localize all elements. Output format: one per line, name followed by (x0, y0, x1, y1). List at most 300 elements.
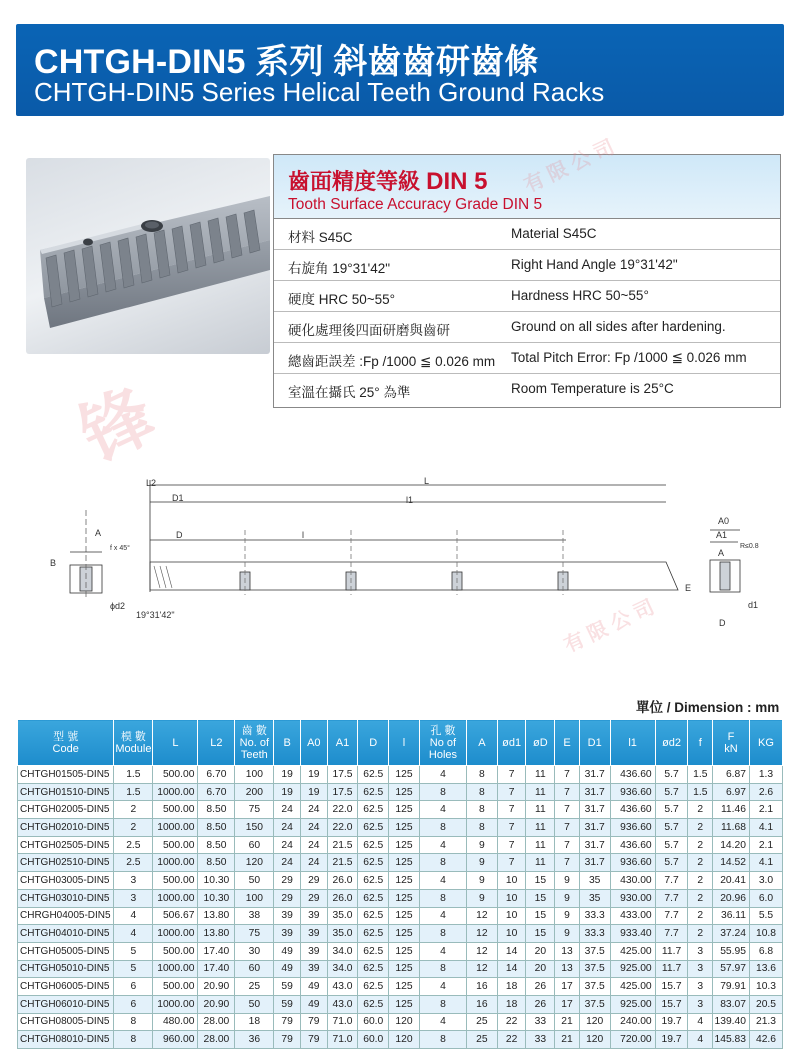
table-cell: 7.7 (655, 872, 688, 890)
table-cell: 29 (300, 872, 327, 890)
table-cell: 20.41 (713, 872, 750, 890)
column-header (555, 720, 580, 766)
table-cell: 33 (526, 1013, 555, 1031)
watermark-text: 有 限 公 司 (520, 136, 618, 198)
spec-row (274, 343, 780, 374)
table-cell: 433.00 (610, 907, 655, 925)
table-cell: 19 (274, 783, 301, 801)
table-cell: CHTGH08005-DIN5 (18, 1013, 114, 1031)
table-cell: 11 (526, 819, 555, 837)
table-cell: 2.1 (749, 836, 782, 854)
column-header-en: KG (758, 736, 774, 749)
table-cell: 11 (526, 801, 555, 819)
table-cell: 6 (114, 978, 153, 996)
table-cell: CHTGH05010-DIN5 (18, 960, 114, 978)
table-cell: 25 (235, 978, 274, 996)
table-cell: 200 (235, 783, 274, 801)
table-cell: 62.5 (358, 854, 389, 872)
table-cell: 57.97 (713, 960, 750, 978)
table-cell: 7 (555, 766, 580, 784)
table-body (18, 766, 783, 1049)
table-cell: 7.7 (655, 907, 688, 925)
dim-D-right-label: D (719, 618, 726, 628)
table-cell: CHTGH02505-DIN5 (18, 836, 114, 854)
table-cell: 21.5 (327, 854, 358, 872)
table-cell: 436.60 (610, 801, 655, 819)
table-row (18, 942, 783, 960)
table-cell: 7 (555, 819, 580, 837)
table-cell: 79.91 (713, 978, 750, 996)
column-header (655, 720, 688, 766)
table-cell: 240.00 (610, 1013, 655, 1031)
table-cell: 62.5 (358, 766, 389, 784)
column-header-en: l1 (628, 736, 637, 749)
table-cell: 18 (235, 1013, 274, 1031)
table-cell: 34.0 (327, 942, 358, 960)
table-cell: 139.40 (713, 1013, 750, 1031)
table-cell: 4 (114, 907, 153, 925)
table-cell: 145.83 (713, 1031, 750, 1049)
right-section-view (685, 516, 759, 628)
table-cell: 506.67 (153, 907, 198, 925)
spec-en: Right Hand Angle 19°31'42" (511, 257, 678, 272)
table-cell: 25 (467, 1013, 498, 1031)
dim-d2-label: ϕd2 (110, 601, 126, 611)
table-cell: 19.7 (655, 1013, 688, 1031)
table-cell: 17.40 (198, 942, 235, 960)
table-row (18, 925, 783, 943)
spec-en: Material S45C (511, 226, 597, 241)
table-cell: 4 (419, 907, 466, 925)
table-cell: 125 (389, 907, 420, 925)
table-row (18, 783, 783, 801)
table-cell: 7 (497, 801, 526, 819)
table-cell: 3 (688, 995, 713, 1013)
table-cell: 37.5 (579, 942, 610, 960)
table-cell: 24 (300, 854, 327, 872)
column-header (526, 720, 555, 766)
column-header (713, 720, 750, 766)
table-cell: 425.00 (610, 978, 655, 996)
column-header-en: ød1 (502, 736, 522, 749)
table-cell: 59 (274, 978, 301, 996)
table-cell: 2 (688, 801, 713, 819)
table-cell: 20.90 (198, 995, 235, 1013)
dim-A-right-label: A (718, 548, 725, 558)
table-cell: 79 (300, 1031, 327, 1049)
table-cell: 79 (274, 1031, 301, 1049)
table-cell: 22.0 (327, 801, 358, 819)
table-cell: 4 (419, 766, 466, 784)
table-cell: 8.50 (198, 819, 235, 837)
table-cell: 13.6 (749, 960, 782, 978)
table-cell: 29 (274, 889, 301, 907)
table-cell: 36.11 (713, 907, 750, 925)
table-cell: 35 (579, 889, 610, 907)
table-cell: 6.70 (198, 766, 235, 784)
table-cell: 150 (235, 819, 274, 837)
table-cell: 14 (497, 942, 526, 960)
table-cell: 436.60 (610, 766, 655, 784)
dimension-table (17, 719, 783, 1049)
table-cell: 26.0 (327, 872, 358, 890)
table-row (18, 907, 783, 925)
table-cell: 125 (389, 942, 420, 960)
table-cell: 17.5 (327, 766, 358, 784)
table-cell: 62.5 (358, 872, 389, 890)
table-cell: 20.96 (713, 889, 750, 907)
table-cell: 9 (555, 872, 580, 890)
table-cell: 9 (467, 854, 498, 872)
table-cell: 34.0 (327, 960, 358, 978)
table-cell: 22 (497, 1031, 526, 1049)
table-cell: 9 (467, 889, 498, 907)
column-header-cn: 齒 數 (241, 724, 267, 737)
table-cell: 15.7 (655, 995, 688, 1013)
table-cell: 9 (555, 889, 580, 907)
table-cell: 33.3 (579, 925, 610, 943)
table-cell: CHTGH01505-DIN5 (18, 766, 114, 784)
table-cell: 4 (419, 872, 466, 890)
table-cell: 24 (274, 854, 301, 872)
table-cell: 49 (300, 995, 327, 1013)
table-cell: 1000.00 (153, 960, 198, 978)
table-cell: 100 (235, 889, 274, 907)
table-cell: 8 (419, 925, 466, 943)
table-cell: 35.0 (327, 907, 358, 925)
table-cell: 13 (555, 960, 580, 978)
table-cell: 100 (235, 766, 274, 784)
table-cell: 2 (688, 872, 713, 890)
table-cell: 8 (114, 1031, 153, 1049)
spec-cn: 材料 S45C (288, 230, 353, 245)
table-cell: 2 (114, 819, 153, 837)
table-cell: 125 (389, 925, 420, 943)
spec-cn: 硬化處理後四面研磨與齒研 (288, 323, 450, 338)
table-cell: 8.50 (198, 836, 235, 854)
table-cell: 1000.00 (153, 889, 198, 907)
table-cell: CHTGH03010-DIN5 (18, 889, 114, 907)
table-cell: 55.95 (713, 942, 750, 960)
table-cell: 9 (467, 836, 498, 854)
table-cell: 19 (300, 783, 327, 801)
table-cell: 120 (579, 1031, 610, 1049)
table-cell: 1000.00 (153, 783, 198, 801)
table-cell: 7 (555, 801, 580, 819)
spec-cn: 總齒距誤差 :Fp /1000 ≦ 0.026 mm (288, 354, 496, 369)
table-cell: 6.87 (713, 766, 750, 784)
table-cell: 936.60 (610, 854, 655, 872)
table-cell: 5.7 (655, 836, 688, 854)
gear-rack-illustration (26, 158, 270, 354)
table-cell: 62.5 (358, 836, 389, 854)
table-cell: 4 (688, 1013, 713, 1031)
table-cell: 120 (579, 1013, 610, 1031)
column-header-en: Code (52, 742, 79, 755)
table-cell: 10.30 (198, 889, 235, 907)
table-cell: 31.7 (579, 801, 610, 819)
table-cell: 2.5 (114, 836, 153, 854)
table-cell: 4 (419, 801, 466, 819)
dim-L-label: L (424, 476, 430, 486)
table-cell: 49 (300, 978, 327, 996)
table-cell: 11.7 (655, 942, 688, 960)
table-cell: 11.68 (713, 819, 750, 837)
table-cell: 10 (497, 925, 526, 943)
chamfer-label: f x 45° (110, 545, 130, 552)
table-cell: 24 (274, 819, 301, 837)
table-cell: 436.60 (610, 836, 655, 854)
table-cell: 9 (467, 872, 498, 890)
table-cell: 19 (274, 766, 301, 784)
table-cell: 5.7 (655, 819, 688, 837)
table-cell: 17 (555, 995, 580, 1013)
left-section-view (50, 510, 175, 620)
table-cell: 39 (300, 925, 327, 943)
column-header-en: A0 (307, 736, 321, 749)
column-header-en: kN (724, 742, 738, 755)
table-cell: 6.8 (749, 942, 782, 960)
table-row (18, 819, 783, 837)
table-cell: 3 (688, 978, 713, 996)
table-cell: 10.30 (198, 872, 235, 890)
technical-drawing (26, 470, 786, 630)
table-cell: 936.60 (610, 819, 655, 837)
table-cell: CHTGH06005-DIN5 (18, 978, 114, 996)
table-cell: 1000.00 (153, 995, 198, 1013)
table-cell: 125 (389, 889, 420, 907)
table-cell: 15 (526, 907, 555, 925)
spec-header (274, 155, 780, 219)
table-row (18, 836, 783, 854)
spec-row (274, 281, 780, 312)
table-cell: 16 (467, 995, 498, 1013)
table-cell: 11 (526, 783, 555, 801)
table-cell: 2.5 (114, 854, 153, 872)
table-cell: 6 (114, 995, 153, 1013)
table-cell: 60 (235, 836, 274, 854)
table-header-row (18, 720, 783, 766)
table-cell: 8 (419, 783, 466, 801)
table-cell: 125 (389, 836, 420, 854)
table-cell: 7 (497, 819, 526, 837)
column-header (610, 720, 655, 766)
table-cell: 500.00 (153, 978, 198, 996)
table-cell: 12 (467, 960, 498, 978)
table-cell: 31.7 (579, 766, 610, 784)
table-cell: 4 (419, 1013, 466, 1031)
table-cell: 62.5 (358, 960, 389, 978)
table-row (18, 872, 783, 890)
table-cell: 12 (467, 942, 498, 960)
table-cell: 19.7 (655, 1031, 688, 1049)
radius-label: R≤0.8 (740, 543, 759, 550)
watermark-text: 有 限 公 司 (560, 596, 658, 658)
table-cell: 8 (419, 1031, 466, 1049)
table-cell: 125 (389, 783, 420, 801)
front-view (146, 476, 678, 595)
table-cell: 8 (114, 1013, 153, 1031)
dim-D1-label: D1 (172, 493, 184, 503)
dim-B-label: B (50, 558, 57, 568)
table-cell: 62.5 (358, 925, 389, 943)
table-cell: 43.0 (327, 995, 358, 1013)
table-cell: 500.00 (153, 942, 198, 960)
table-cell: 20.90 (198, 978, 235, 996)
table-cell: 11.46 (713, 801, 750, 819)
table-cell: 4 (419, 942, 466, 960)
table-cell: 38 (235, 907, 274, 925)
column-header (18, 720, 114, 766)
table-cell: 3.0 (749, 872, 782, 890)
table-cell: 120 (389, 1031, 420, 1049)
dim-A1-label: A1 (716, 530, 728, 540)
dim-D-label: D (176, 530, 183, 540)
table-cell: 39 (274, 925, 301, 943)
table-cell: 125 (389, 854, 420, 872)
table-cell: 1.5 (114, 783, 153, 801)
table-cell: 425.00 (610, 942, 655, 960)
table-cell: 7 (497, 836, 526, 854)
table-cell: 14 (497, 960, 526, 978)
table-cell: 8 (419, 819, 466, 837)
table-cell: 31.7 (579, 819, 610, 837)
table-cell: 31.7 (579, 836, 610, 854)
table-cell: 500.00 (153, 836, 198, 854)
table-row (18, 766, 783, 784)
table-cell: 18 (497, 995, 526, 1013)
column-header-en: D (369, 736, 378, 749)
table-cell: 480.00 (153, 1013, 198, 1031)
table-cell: 2 (114, 801, 153, 819)
table-cell: 4 (114, 925, 153, 943)
title-chinese: CHTGH-DIN5 系列 斜齒齒研齒條 (34, 43, 539, 81)
column-header (235, 720, 274, 766)
spec-row (274, 250, 780, 281)
table-cell: 83.07 (713, 995, 750, 1013)
table-cell: 960.00 (153, 1031, 198, 1049)
spec-en: Ground on all sides after hardening. (511, 319, 726, 334)
table-cell: 15 (526, 889, 555, 907)
table-cell: 15.7 (655, 978, 688, 996)
column-header (327, 720, 358, 766)
table-row (18, 1013, 783, 1031)
table-cell: 24 (274, 836, 301, 854)
column-header-en: E (563, 736, 571, 749)
table-cell: 37.5 (579, 978, 610, 996)
spec-row (274, 374, 780, 405)
table-cell: 39 (274, 907, 301, 925)
spec-title-din: DIN 5 (426, 168, 488, 195)
table-cell: 125 (389, 960, 420, 978)
table-cell: 30 (235, 942, 274, 960)
table-cell: 33.3 (579, 907, 610, 925)
table-cell: 10 (497, 907, 526, 925)
table-cell: 3 (114, 889, 153, 907)
table-cell: 20.5 (749, 995, 782, 1013)
column-header (114, 720, 153, 766)
table-cell: 20 (526, 960, 555, 978)
table-cell: 5.7 (655, 783, 688, 801)
table-cell: 11 (526, 836, 555, 854)
table-cell: 1.3 (749, 766, 782, 784)
column-header (274, 720, 301, 766)
column-header-cn: 孔 數 (430, 724, 456, 737)
table-cell: 42.6 (749, 1031, 782, 1049)
spec-row (274, 219, 780, 250)
table-cell: 3 (688, 960, 713, 978)
table-cell: CHTGH01510-DIN5 (18, 783, 114, 801)
table-cell: 7 (497, 783, 526, 801)
unit-label: 單位 / Dimension : mm (636, 700, 780, 715)
column-header (497, 720, 526, 766)
spec-row (274, 312, 780, 343)
table-cell: 9 (555, 925, 580, 943)
table-cell: 35 (579, 872, 610, 890)
table-cell: 430.00 (610, 872, 655, 890)
table-cell: 21 (555, 1031, 580, 1049)
table-cell: 71.0 (327, 1013, 358, 1031)
table-cell: 7 (497, 766, 526, 784)
table-cell: 5.7 (655, 854, 688, 872)
spec-cn: 硬度 HRC 50~55° (288, 292, 396, 307)
table-cell: 10.8 (749, 925, 782, 943)
table-cell: 5.7 (655, 801, 688, 819)
title-banner (16, 24, 784, 116)
table-cell: 125 (389, 801, 420, 819)
table-cell: 21.5 (327, 836, 358, 854)
table-cell: 9 (555, 907, 580, 925)
table-cell: 10.3 (749, 978, 782, 996)
spec-title-english: Tooth Surface Accuracy Grade DIN 5 (288, 196, 543, 213)
column-header (300, 720, 327, 766)
table-cell: 720.00 (610, 1031, 655, 1049)
table-cell: 125 (389, 766, 420, 784)
table-cell: 2 (688, 819, 713, 837)
table-cell: 15 (526, 872, 555, 890)
table-cell: 125 (389, 978, 420, 996)
table-cell: 120 (235, 854, 274, 872)
table-row (18, 978, 783, 996)
table-cell: 31.7 (579, 854, 610, 872)
column-header (688, 720, 713, 766)
table-cell: 8 (467, 801, 498, 819)
column-header (389, 720, 420, 766)
table-cell: 1000.00 (153, 925, 198, 943)
table-cell: 62.5 (358, 783, 389, 801)
table-row (18, 801, 783, 819)
table-cell: CHTGH08010-DIN5 (18, 1031, 114, 1049)
table-cell: 71.0 (327, 1031, 358, 1049)
column-header-en: L2 (210, 736, 223, 749)
table-cell: 11 (526, 854, 555, 872)
table-cell: 39 (300, 907, 327, 925)
table-cell: 10 (497, 889, 526, 907)
column-header-en: f (698, 736, 702, 749)
table-cell: 8 (467, 783, 498, 801)
table-cell: 1000.00 (153, 854, 198, 872)
table-cell: 11 (526, 766, 555, 784)
table-cell: 62.5 (358, 801, 389, 819)
table-cell: 5 (114, 960, 153, 978)
table-cell: 500.00 (153, 801, 198, 819)
table-cell: 26 (526, 978, 555, 996)
table-cell: 26 (526, 995, 555, 1013)
table-cell: 13 (555, 942, 580, 960)
table-cell: 125 (389, 995, 420, 1013)
table-cell: 13.80 (198, 925, 235, 943)
spec-table (273, 154, 781, 408)
